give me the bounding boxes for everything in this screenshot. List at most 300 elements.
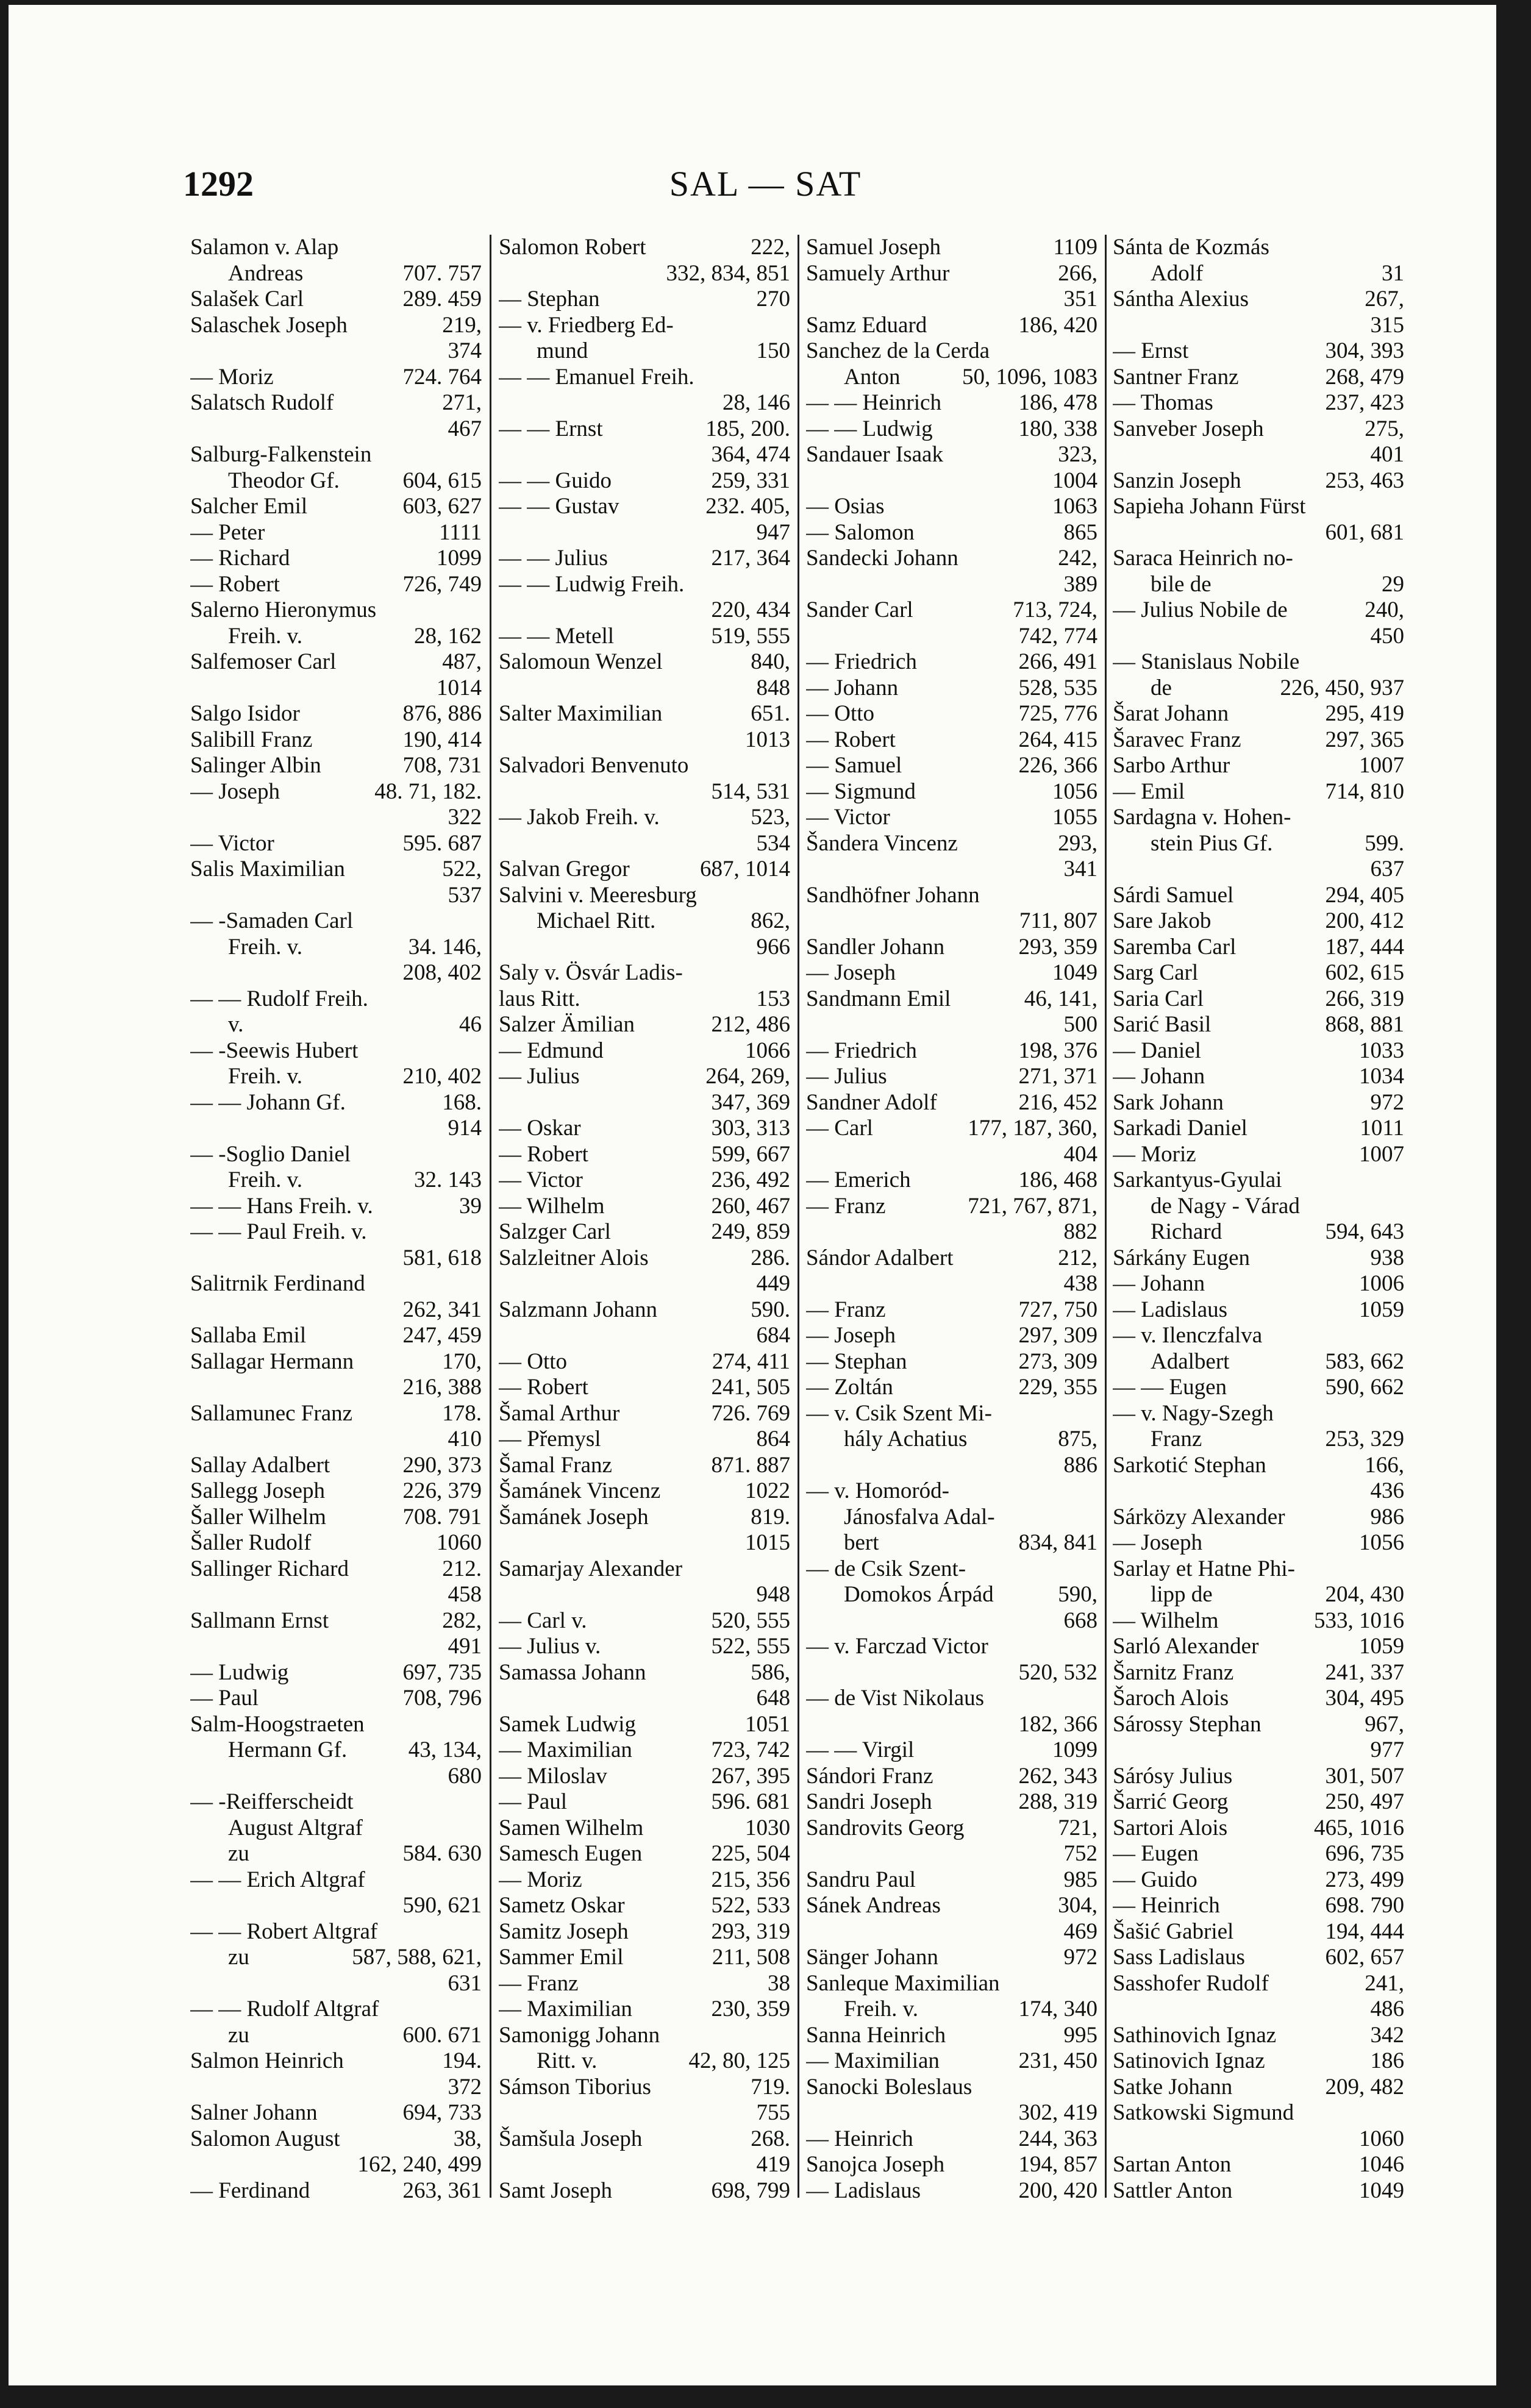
entry-name: Sallinger Richard [190,1556,349,1581]
entry-pages: 948 [756,1582,790,1607]
entry-pages: 341 [1063,857,1097,882]
entry-name: Šandera Vincenz [806,830,958,856]
entry-pages: 266, [1058,260,1097,286]
entry-name: Saraca Heinrich no- [1113,546,1293,571]
index-entry [190,1789,482,1815]
entry-name: — Joseph [806,960,896,985]
entry-pages: 271, [442,390,482,415]
entry-name: Salinger Albin [190,753,321,778]
entry-pages: 687, 1014 [700,857,790,882]
entry-name: — Peter [190,519,265,545]
entry-name: Hermann Gf. [228,1737,348,1762]
entry-name: — — Emanuel Freih. [499,364,694,390]
entry-name: hály Achatius [844,1427,968,1452]
entry-name: Sarlay et Hatne Phi- [1113,1556,1295,1581]
index-entry [806,2100,1097,2126]
index-entry [806,287,1097,313]
index-entry [499,935,790,961]
entry-name: Salerno Hieronymus [190,597,377,622]
entry-name: Salvadori Benvenuto [499,753,689,778]
index-entry [806,1764,1097,1790]
index-entry [190,313,482,339]
index-entry [499,1453,790,1479]
entry-pages: 1060 [1359,2126,1404,2151]
index-entry [1113,1556,1404,1583]
index-entry [1113,2100,1404,2126]
entry-pages: 302, 419 [1018,2100,1097,2125]
entry-pages: 46, 141, [1024,986,1097,1011]
index-entry [499,313,790,339]
entry-name: Sandhöfner Johann [806,882,980,908]
index-entry [1113,935,1404,961]
entry-name: Šašić Gabriel [1113,1918,1234,1944]
entry-name: Sandmann Emil [806,986,951,1011]
entry-pages: 32. 143 [414,1167,482,1192]
entry-name: — Jakob Freih. v. [499,805,660,830]
entry-pages: 323, [1058,442,1097,467]
index-entry [806,1582,1097,1608]
index-entry [499,494,790,520]
index-entry [499,1064,790,1090]
entry-name: laus Ritt. [499,986,580,1011]
entry-pages: 721, 767, 871, [968,1193,1097,1219]
entry-pages: 230, 359 [711,1997,790,2022]
index-entry [190,753,482,779]
entry-name: Freih. v. [228,1167,302,1192]
entry-name: Sárkány Eugen [1113,1245,1251,1270]
entry-pages: 449 [756,1271,790,1296]
entry-name: Sárközy Alexander [1113,1504,1285,1530]
index-entry [806,1712,1097,1738]
entry-name: Sarg Carl [1113,960,1199,985]
index-entry [806,1142,1097,1168]
index-entry [190,1686,482,1712]
index-entry [499,831,790,857]
index-entry [806,1945,1097,1971]
index-entry [190,1427,482,1453]
entry-name: de Nagy - Várad [1151,1193,1300,1219]
entry-name: — — Ludwig [806,416,933,441]
entry-pages: 520, 555 [711,1608,790,1633]
index-entry [190,935,482,961]
entry-name: — Maximilian [806,2048,940,2073]
entry-pages: 297, 365 [1325,727,1404,752]
entry-pages: 1051 [745,1711,790,1737]
entry-name: — Daniel [1113,1038,1201,1063]
entry-name: — -Seewis Hubert [190,1038,359,1063]
entry-name: Samz Eduard [806,312,927,338]
index-entry [499,1142,790,1168]
index-entry [806,1608,1097,1634]
index-entry [499,624,790,650]
entry-name: — Stephan [499,287,600,312]
entry-name: Freih. v. [844,1997,918,2022]
entry-name: — Franz [806,1297,886,1322]
index-entry [1113,2048,1404,2075]
entry-pages: 581, 618 [402,1245,482,1270]
index-entry [1113,1945,1404,1971]
entry-pages: 486 [1370,1997,1404,2022]
index-entry [1113,649,1404,675]
index-entry [499,1893,790,1919]
entry-pages: 267, [1365,287,1404,312]
entry-pages: 267, 395 [711,1763,790,1789]
entry-pages: 322 [448,805,482,830]
entry-name: Salomon Robert [499,235,646,260]
entry-name: — Robert [499,1141,588,1167]
entry-pages: 198, 376 [1018,1038,1097,1063]
entry-name: — — Rudolf Freih. [190,986,368,1011]
entry-pages: 186, 468 [1018,1167,1097,1192]
index-entry [1113,1582,1404,1608]
index-column-4 [1113,235,1404,2210]
entry-name: — — Robert Altgraf [190,1918,378,1944]
entry-name: Salzger Carl [499,1219,611,1244]
entry-name: Sándor Adalbert [806,1245,954,1270]
entry-pages: 294, 405 [1325,882,1404,908]
index-entry [190,1945,482,1971]
index-entry [499,1789,790,1815]
entry-pages: 708. 791 [402,1504,482,1530]
index-entry [499,779,790,805]
index-entry [190,908,482,935]
index-entry [190,416,482,443]
entry-name: — Joseph [806,1323,896,1348]
entry-name: Šaravec Franz [1113,727,1241,752]
index-entry [806,313,1097,339]
entry-name: bile de [1151,571,1212,597]
index-entry [499,338,790,365]
index-entry [1113,727,1404,753]
entry-pages: 42, 80, 125 [688,2048,790,2073]
index-entry [499,442,790,468]
index-entry [499,1764,790,1790]
entry-name: — v. Friedberg Ed- [499,312,674,338]
entry-name: Salomon August [190,2126,340,2151]
entry-name: Šaroch Alois [1113,1686,1229,1711]
index-entry [190,624,482,650]
entry-pages: 599. [1365,830,1404,856]
entry-name: — Wilhelm [1113,1608,1219,1633]
entry-pages: 209, 482 [1325,2074,1404,2100]
index-entry [1113,1530,1404,1556]
entry-pages: 1060 [437,1530,482,1555]
entry-name: Sarkantyus-Gyulai [1113,1167,1282,1192]
index-entry [1113,779,1404,805]
entry-name: — Julius [499,1064,580,1089]
index-entry [806,597,1097,624]
entry-name: Sanojca Joseph [806,2152,945,2177]
entry-pages: 264, 269, [705,1064,790,1089]
entry-name: Sandler Johann [806,934,945,960]
entry-pages: 595. 687 [402,830,482,856]
entry-pages: 186, 478 [1018,390,1097,415]
entry-pages: 1111 [439,519,482,545]
index-entry [1113,1453,1404,1479]
index-entry [806,390,1097,416]
entry-name: — v. Ilenczfalva [1113,1323,1263,1348]
entry-pages: 1046 [1359,2152,1404,2177]
entry-pages: 708, 796 [402,1686,482,1711]
index-entry [190,1375,482,1401]
entry-pages: 848 [756,675,790,700]
entry-pages: 273, 499 [1325,1867,1404,1892]
entry-name: — Eugen [1113,1841,1199,1866]
index-entry [806,701,1097,727]
entry-name: Samonigg Johann [499,2022,660,2048]
index-entry [499,520,790,546]
entry-name: — Joseph [190,778,280,804]
entry-name: — — Erich Altgraf [190,1867,365,1892]
index-entry [499,2023,790,2049]
entry-pages: 882 [1063,1219,1097,1244]
index-entry [499,261,790,287]
entry-pages: 707. 757 [402,260,482,286]
entry-pages: 28, 162 [414,623,482,649]
entry-name: — -Samaden Carl [190,908,354,933]
index-entry [499,1038,790,1064]
index-entry [806,338,1097,365]
index-entry [1113,520,1404,546]
entry-name: — Julius Nobile de [1113,597,1288,622]
index-entry [190,572,482,598]
entry-pages: 401 [1370,442,1404,467]
index-entry [1113,416,1404,443]
entry-pages: 1022 [745,1478,790,1503]
index-entry [499,572,790,598]
index-entry [1113,908,1404,935]
entry-name: — Heinrich [806,2126,913,2151]
index-entry [190,597,482,624]
index-entry [190,1478,482,1505]
entry-pages: 247, 459 [402,1323,482,1348]
index-entry [806,1427,1097,1453]
entry-pages: 528, 535 [1018,675,1097,700]
index-entry [806,805,1097,831]
index-entry [1113,857,1404,883]
index-entry [499,1712,790,1738]
entry-pages: 374 [448,338,482,363]
entry-pages: 651. [751,701,790,726]
index-entry [1113,287,1404,313]
entry-pages: 293, 319 [711,1918,790,1944]
index-entry [1113,572,1404,598]
index-entry [190,2178,482,2204]
entry-pages: 698, 799 [711,2178,790,2203]
entry-name: — Franz [499,1970,579,1996]
index-entry [499,1530,790,1556]
entry-pages: 684 [756,1323,790,1348]
index-entry [499,1686,790,1712]
entry-name: — Moriz [499,1867,582,1892]
entry-name: Sandrovits Georg [806,1815,965,1840]
entry-pages: 724. 764 [402,364,482,390]
index-entry [806,1815,1097,1842]
entry-name: — Victor [806,805,890,830]
entry-name: Salzmann Johann [499,1297,657,1322]
entry-pages: 190, 414 [402,727,482,752]
index-entry [190,1841,482,1867]
entry-pages: 602, 615 [1325,960,1404,985]
entry-name: — Carl v. [499,1608,587,1633]
index-entry [190,1064,482,1090]
entry-pages: 1030 [745,1815,790,1840]
index-entry [806,2023,1097,2049]
index-entry [806,1686,1097,1712]
entry-pages: 342 [1370,2022,1404,2048]
entry-pages: 231, 450 [1018,2048,1097,2073]
index-entry [806,1012,1097,1038]
entry-pages: 1056 [1052,778,1097,804]
index-entry [1113,1608,1404,1634]
index-entry [806,235,1097,261]
index-entry [190,1349,482,1375]
entry-name: Sárdi Samuel [1113,882,1234,908]
entry-name: — v. Homoród- [806,1478,949,1503]
index-entry [190,2152,482,2178]
index-entry [1113,1505,1404,1531]
entry-pages: 212, [1058,1245,1097,1270]
entry-pages: 304, 495 [1325,1686,1404,1711]
entry-pages: 668 [1063,1608,1097,1633]
entry-pages: 586, [751,1659,790,1685]
index-entry [499,1271,790,1297]
index-entry [1113,468,1404,494]
entry-pages: 752 [1063,1841,1097,1866]
index-entry [499,1997,790,2023]
entry-name: — Julius [806,1064,887,1089]
entry-pages: 263, 361 [402,2178,482,2203]
entry-name: Šamal Arthur [499,1400,620,1426]
index-entry [190,1142,482,1168]
index-entry [190,1116,482,1142]
entry-name: — Maximilian [499,1997,632,2022]
entry-name: — Miloslav [499,1763,607,1789]
index-entry [190,1219,482,1245]
entry-pages: 200, 420 [1018,2178,1097,2203]
entry-name: Samuel Joseph [806,235,941,260]
index-entry [190,494,482,520]
index-entry [806,1867,1097,1893]
entry-name: mund [537,338,588,363]
entry-pages: 249, 859 [711,1219,790,1244]
index-entry [190,1893,482,1919]
entry-name: Sass Ladislaus [1113,1945,1245,1970]
entry-pages: 229, 355 [1018,1375,1097,1400]
entry-pages: 819. [751,1504,790,1530]
index-entry [190,831,482,857]
entry-name: — Moriz [190,364,274,390]
entry-pages: 522, 533 [711,1893,790,1918]
index-entry [499,805,790,831]
entry-pages: 522, 555 [711,1634,790,1659]
entry-name: Sandauer Isaak [806,442,943,467]
index-entry [806,1271,1097,1297]
entry-pages: 514, 531 [711,778,790,804]
index-entry [806,986,1097,1013]
index-entry [806,1194,1097,1220]
index-entry [499,2152,790,2178]
index-entry [499,1245,790,1272]
index-entry [190,1556,482,1583]
index-entry [1113,1634,1404,1660]
index-entry [806,365,1097,391]
entry-name: — Richard [190,546,290,571]
entry-pages: 262, 341 [402,1297,482,1322]
entry-pages: 274, 411 [712,1348,790,1374]
entry-name: Satkowski Sigmund [1113,2100,1294,2125]
index-entry [806,2178,1097,2204]
index-entry [1113,1919,1404,1945]
index-entry [806,468,1097,494]
index-entry [1113,1867,1404,1893]
entry-pages: 972 [1063,1945,1097,1970]
entry-name: — Robert [499,1375,588,1400]
entry-name: — Paul [190,1686,259,1711]
column-separator [798,235,799,2198]
index-entry [1113,1764,1404,1790]
entry-pages: 241, 505 [711,1375,790,1400]
entry-pages: 583, 662 [1325,1348,1404,1374]
index-entry [806,624,1097,650]
index-column-1 [190,235,482,2210]
entry-name: Šamal Franz [499,1452,612,1478]
entry-name: Sartan Anton [1113,2152,1232,2177]
entry-pages: 534 [756,830,790,856]
entry-name: Sanzin Joseph [1113,468,1241,493]
entry-pages: 185, 200. [705,416,790,441]
index-entry [190,442,482,468]
entry-name: Sandecki Johann [806,546,958,571]
entry-pages: 834, 841 [1018,1530,1097,1555]
entry-name: — — Paul Freih. v. [190,1219,367,1244]
entry-name: — Ernst [1113,338,1189,363]
entry-pages: 648 [756,1686,790,1711]
index-entry [806,960,1097,986]
entry-pages: 212. [442,1556,482,1581]
entry-pages: 637 [1370,857,1404,882]
entry-pages: 601, 681 [1325,519,1404,545]
index-entry [190,1090,482,1116]
entry-pages: 39 [459,1193,482,1219]
entry-pages: 865 [1063,519,1097,545]
index-entry [806,2048,1097,2075]
entry-name: — — Johann Gf. [190,1089,346,1115]
index-entry [1113,986,1404,1013]
entry-name: Salgo Isidor [190,701,300,726]
index-entry [1113,1737,1404,1764]
entry-pages: 303, 313 [711,1116,790,1141]
index-entry [190,468,482,494]
entry-pages: 602, 657 [1325,1945,1404,1970]
index-entry [1113,1427,1404,1453]
entry-name: Salfemoser Carl [190,649,337,674]
index-entry [1113,1478,1404,1505]
entry-name: — — Virgil [806,1737,915,1762]
index-entry [806,1893,1097,1919]
entry-pages: 876, 886 [402,701,482,726]
index-entry [1113,1194,1404,1220]
index-entry [190,520,482,546]
entry-name: stein Pius Gf. [1151,830,1273,856]
entry-pages: 469 [1063,1918,1097,1944]
entry-name: Sathinovich Ignaz [1113,2022,1277,2048]
index-entry [1113,2075,1404,2101]
entry-name: Sardagna v. Hohen- [1113,805,1291,830]
entry-name: Sare Jakob [1113,908,1212,933]
index-entry [806,1116,1097,1142]
entry-name: Sallamunec Franz [190,1400,353,1426]
